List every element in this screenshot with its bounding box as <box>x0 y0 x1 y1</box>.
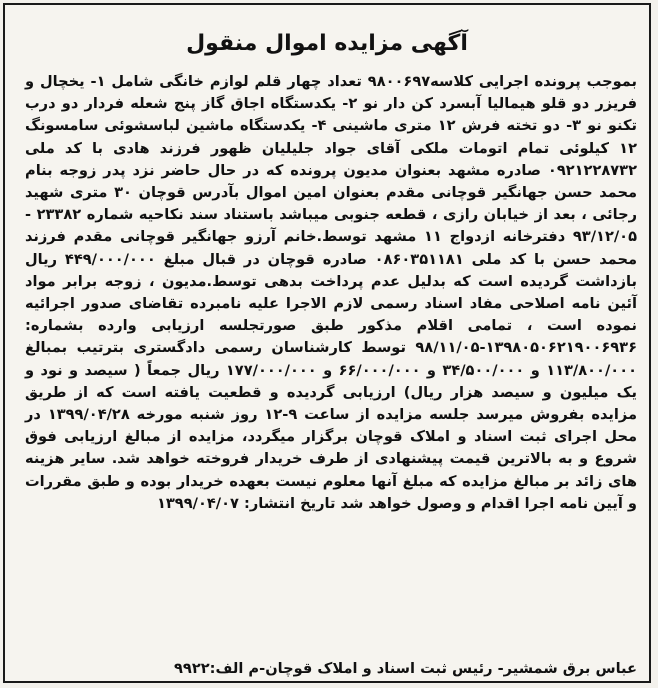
notice-signature: عباس برق شمشیر- رئیس ثبت اسناد و املاک قوچان-م الف:۹۹۲۲ <box>174 660 637 677</box>
notice-title: آگهی مزایده اموال منقول <box>186 31 468 56</box>
notice-body: بموجب پرونده اجرایی کلاسه۹۸۰۰۶۹۷ تعداد چهار قلم لوازم خانگی شامل ۱- یخچال و فریزر دو قلو هیمالیا آبسرد کن دار نو ۲- یکدستگاه اجاق گاز پنج شعله فردار دو درب تکنو نو ۳- دو تخته فرش ۱۲ متری ماشینی ۴- یکدستگاه ماشین لباسشوئی سامسونگ ۱۲ کیلوئی تمام اتومات ملکی آقای جواد جلیلیان ظهور فرزند هادی با کد ملی ۰۹۲۱۲۲۸۷۳۲ صادره مشهد بعنوان مدیون پرونده که در حال حاضر نزد پدر زوجه بنام محمد حسن جهانگیر قوچانی مقدم بعنوان امین اموال بآدرس قوچان ۳۰ متری شهید رجائی ، بعد از خیابان رازی ، قطعه جنوبی میباشد باستناد سند نکاحیه شماره ۲۳۳۸۲ - ۹۳/۱۲/۰۵ دفترخانه ازدواج ۱۱ مشهد توسط.خانم آرزو جهانگیر قوچانی مقدم فرزند محمد حسن با کد ملی ۰۸۶۰۳۵۱۱۸۱ صادره قوچان در قبال مبلغ ۴۴۹/۰۰۰/۰۰۰ ریال بازداشت گردیده است که بدلیل عدم پرداخت بدهی توسط.مدیون ، زوجه برابر مواد آئین نامه اصلاحی مفاد اسناد رسمی لازم الاجرا علیه نامبرده تقاضای صدور اجرائیه نموده است ، تمامی اقلام مذکور طبق صورتجلسه ارزیابی وارده بشماره: ۱۳۹۸۰۵۰۶۲۱۹۰۰۶۹۳۶-۹۸/۱۱/۰۵ توسط کارشناسان رسمی دادگستری بترتیب بمبالغ ۱۱۳/۸۰۰/۰۰۰ و ۳۴/۵۰۰/۰۰۰ و ۶۶/۰۰۰/۰۰۰ و ۱۷۷/۰۰۰/۰۰۰ ریال جمعاً ( سیصد و نود و یک میلیون و سیصد هزار ریال) ارزیابی گردیده و قطعیت یافته است که از طریق مزایده بفروش میرسد جلسه مزایده از ساعت ۹-۱۲ روز شنبه مورخه ۱۳۹۹/۰۴/۲۸ در محل اجرای ثبت اسناد و املاک قوچان برگزار میگردد، مزایده از مبالغ ارزیابی فوق شروع و به بالاترین قیمت پیشنهادی از طرف خریدار فروخته خواهد شد. سایر هزینه های زائد بر مبالغ مزایده که مبلغ آنها معلوم نیست بعهده خریدار بوده و طبق مقررات و آیین نامه اجرا اقدام و وصول خواهد شد تاریخ انتشار: ۱۳۹۹/۰۴/۰۷ <box>25 73 638 512</box>
notice-frame <box>3 3 651 683</box>
